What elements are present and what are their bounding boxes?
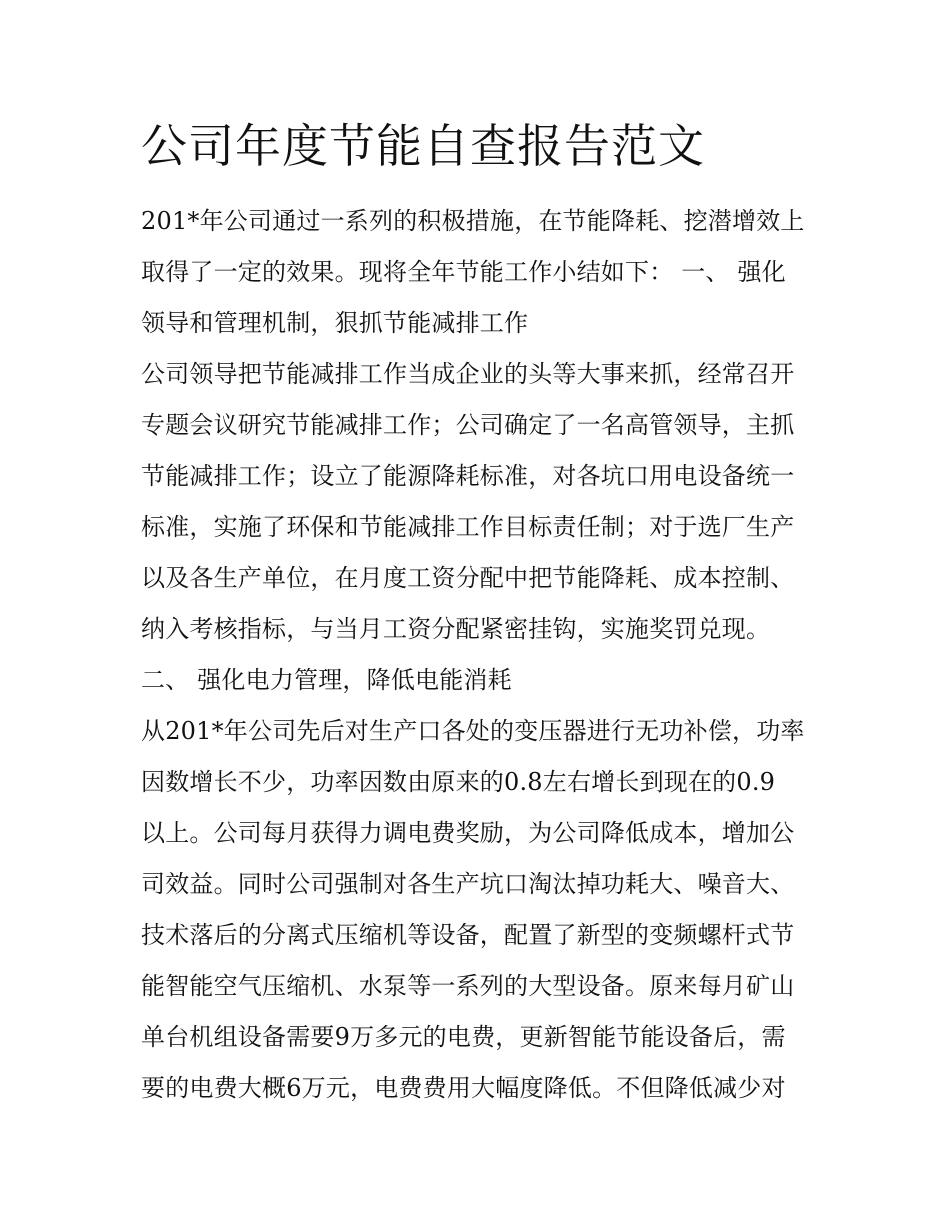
text-line: 以及各生产单位，在月度工资分配中把节能降耗、成本控制、 [141,564,795,592]
text-line: 技术落后的分离式压缩机等设备，配置了新型的变频螺杆式节 [141,921,795,949]
document-body [141,196,821,1114]
text-line: 201*年公司通过一系列的积极措施，在节能降耗、挖潜增效上 [141,207,805,235]
text-line: 单台机组设备需要9万多元的电费，更新智能节能设备后，需 [141,1023,786,1051]
text-line: 因数增长不少，功率因数由原来的0.8左右增长到现在的0.9 [141,768,776,796]
text-line: 标准，实施了环保和节能减排工作目标责任制；对于选厂生产 [141,513,795,541]
section-heading-line: 领导和管理机制，狠抓节能减排工作 [141,309,529,337]
text-line: 司效益。同时公司强制对各生产坑口淘汰掉功耗大、噪音大、 [141,870,795,898]
text-line: 纳入考核指标，与当月工资分配紧密挂钩，实施奖罚兑现。 [141,615,771,643]
text-line: 以上。公司每月获得力调电费奖励，为公司降低成本，增加公 [141,819,795,847]
text-line: 从201*年公司先后对生产口各处的变压器进行无功补偿，功率 [141,717,805,745]
text-line: 要的电费大概6万元，电费费用大幅度降低。不但降低减少对 [141,1074,786,1102]
text-line: 节能减排工作；设立了能源降耗标准，对各坑口用电设备统一 [141,462,795,490]
text-line: 能智能空气压缩机、水泵等一系列的大型设备。原来每月矿山 [141,972,795,1000]
page-title: 公司年度节能自查报告范文 [141,119,705,173]
text-line: 取得了一定的效果。现将全年节能工作小结如下： 一、 强化 [141,258,786,286]
text-line: 专题会议研究节能减排工作；公司确定了一名高管领导，主抓 [141,411,795,439]
section-heading-line: 二、 强化电力管理，降低电能消耗 [141,666,512,694]
text-line: 公司领导把节能减排工作当成企业的头等大事来抓，经常召开 [141,360,795,388]
